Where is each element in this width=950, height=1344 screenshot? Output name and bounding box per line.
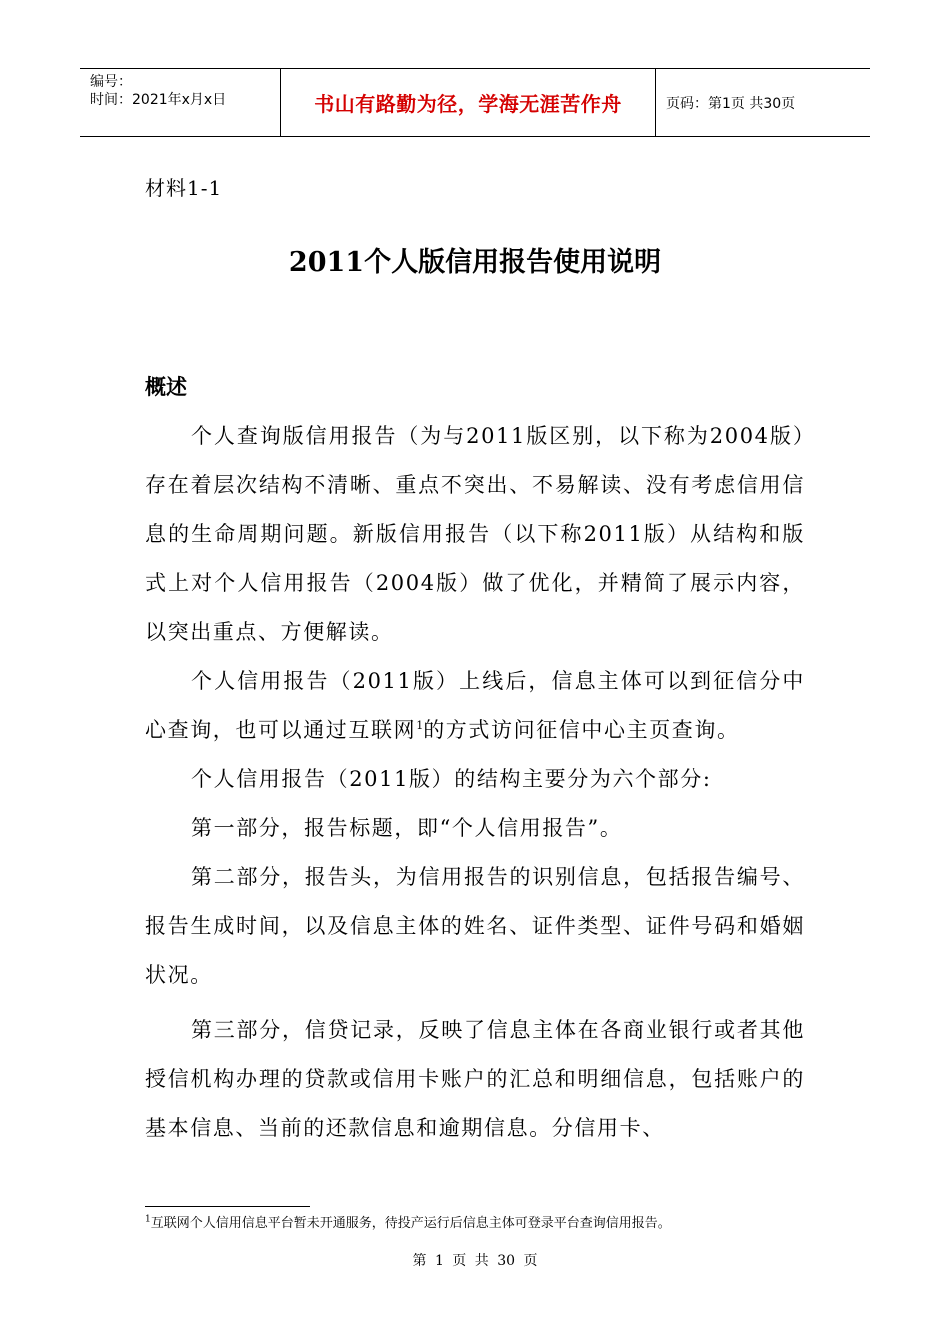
body-text (145, 412, 805, 1153)
paragraph: 第二部分，报告头，为信用报告的识别信息，包括报告编号、报告生成时间，以及信息主体的姓名、证件类型、证件号码和婚姻状况。 (145, 865, 805, 987)
footnote-marker: 1 (145, 1214, 151, 1225)
footnote (145, 1212, 671, 1231)
document-title: 2011个人版信用报告使用说明 (288, 247, 662, 278)
footnote-text: 互联网个人信用信息平台暂未开通服务，待投产运行后信息主体可登录平台查询信用报告。 (150, 1216, 671, 1231)
header-meta (80, 69, 281, 136)
paragraph: 个人信用报告（2011版）的结构主要分为六个部分: (191, 767, 712, 791)
section-heading: 概述 (145, 375, 187, 399)
paragraph (145, 657, 805, 755)
number-label: 编号： (90, 74, 132, 90)
material-label: 材料1-1 (145, 176, 223, 200)
document-header (80, 68, 870, 137)
header-page-info: 页码：第1页 共30页 (666, 95, 796, 112)
date-label: 时间：2021年x月x日 (90, 92, 227, 108)
footnote-ref[interactable]: 1 (416, 719, 424, 732)
page-footer: 第 1 页 共 30 页 (412, 1253, 538, 1269)
paragraph-text: 个人信用报告（2011版）上线后，信息主体可以到征信分中心查询，也可以通过互联网 (145, 669, 805, 742)
paragraph-text: 的方式访问征信中心主页查询。 (423, 718, 740, 742)
footnote-divider (145, 1206, 310, 1207)
header-motto: 书山有路勤为径，学海无涯苦作舟 (281, 69, 656, 136)
paragraph: 个人查询版信用报告（为与2011版区别，以下称为2004版）存在着层次结构不清晰、重点不突出、不易解读、没有考虑信用信息的生命周期问题。新版信用报告（以下称2011版）从结构和版式上对个人信用报告（2004版）做了优化，并精简了展示内容，以突出重点、方便解读。 (145, 424, 805, 644)
paragraph: 第三部分，信贷记录，反映了信息主体在各商业银行或者其他授信机构办理的贷款或信用卡账户的汇总和明细信息，包括账户的基本信息、当前的还款信息和逾期信息。分信用卡、 (145, 1018, 805, 1140)
paragraph: 第一部分，报告标题，即“个人信用报告”。 (191, 816, 623, 840)
